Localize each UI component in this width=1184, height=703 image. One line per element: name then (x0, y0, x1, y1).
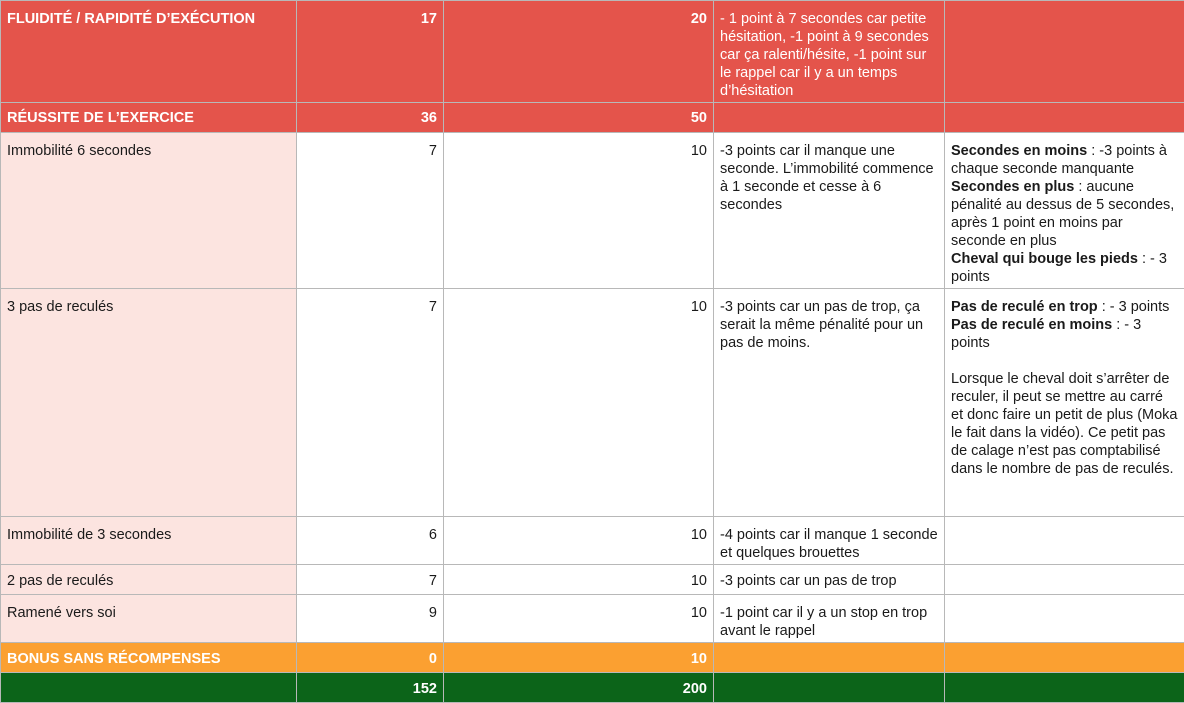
rule-text: : aucune pénalité au dessus de 5 secondes, après 1 point en moins par seconde en plus (951, 179, 1174, 249)
section-max: 10 (444, 643, 714, 673)
item-comment: -1 point car il y a un stop en trop avant le rappel (714, 595, 945, 643)
rule-term: Cheval qui bouge les pieds (951, 251, 1138, 267)
item-max: 10 (444, 289, 714, 517)
total-score: 152 (297, 673, 444, 703)
section-comment (714, 103, 945, 133)
section-comment (714, 643, 945, 673)
section-title: BONUS SANS RÉCOMPENSES (1, 643, 297, 673)
rule-term: Pas de reculé en trop (951, 299, 1098, 315)
section-max: 50 (444, 103, 714, 133)
item-score: 7 (297, 289, 444, 517)
section-rules (945, 103, 1184, 133)
section-rules (945, 643, 1184, 673)
section-score: 36 (297, 103, 444, 133)
section-row-reussite (1, 103, 1184, 133)
section-title: FLUIDITÉ / RAPIDITÉ D’EXÉCUTION (1, 1, 297, 103)
total-row (1, 673, 1184, 703)
table-row (1, 133, 1184, 289)
item-score: 7 (297, 133, 444, 289)
item-rules (945, 565, 1184, 595)
section-score: 0 (297, 643, 444, 673)
item-label: 3 pas de reculés (1, 289, 297, 517)
section-title: RÉUSSITE DE L’EXERCICE (1, 103, 297, 133)
rule-text: : -3 points à chaque seconde manquante (951, 143, 1167, 177)
item-comment: -3 points car un pas de trop, ça serait la même pénalité pour un pas de moins. (714, 289, 945, 517)
item-comment: -3 points car un pas de trop (714, 565, 945, 595)
table-row (1, 565, 1184, 595)
section-max: 20 (444, 1, 714, 103)
total-max: 200 (444, 673, 714, 703)
item-rules (945, 133, 1184, 289)
item-label: Immobilité 6 secondes (1, 133, 297, 289)
item-max: 10 (444, 517, 714, 565)
item-rules (945, 289, 1184, 517)
item-label: Immobilité de 3 secondes (1, 517, 297, 565)
total-label (1, 673, 297, 703)
rule (951, 298, 1178, 316)
rule-text: : - 3 points (1098, 299, 1170, 315)
item-max: 10 (444, 595, 714, 643)
section-row-bonus (1, 643, 1184, 673)
item-comment: -4 points car il manque 1 seconde et quelques brouettes (714, 517, 945, 565)
rule-term: Secondes en plus (951, 179, 1074, 195)
total-comment (714, 673, 945, 703)
total-rules (945, 673, 1184, 703)
rule-text: : - 3 points (951, 251, 1167, 285)
item-max: 10 (444, 133, 714, 289)
section-score: 17 (297, 1, 444, 103)
item-rules (945, 517, 1184, 565)
item-label: Ramené vers soi (1, 595, 297, 643)
table-row (1, 517, 1184, 565)
item-score: 6 (297, 517, 444, 565)
rule-text: : - 3 points (951, 317, 1141, 351)
item-score: 9 (297, 595, 444, 643)
table-row (1, 289, 1184, 517)
item-score: 7 (297, 565, 444, 595)
rule (951, 250, 1178, 286)
rule (951, 178, 1178, 250)
item-rules (945, 595, 1184, 643)
rule-note: Lorsque le cheval doit s’arrêter de reculer, il peut se mettre au carré et donc faire un petit de plus (Moka le fait dans la vidéo). Ce petit pas de calage n’est pas comptabilisé dans le nombre de pas de reculés. (951, 370, 1178, 478)
rule (951, 316, 1178, 352)
section-comment: - 1 point à 7 secondes car petite hésitation, -1 point à 9 secondes car ça ralenti/hésite, -1 point sur le rappel car il y a un temps d’hésitation (714, 1, 945, 103)
item-comment: -3 points car il manque une seconde. L’immobilité commence à 1 seconde et cesse à 6 secondes (714, 133, 945, 289)
rule-term: Secondes en moins (951, 143, 1087, 159)
item-max: 10 (444, 565, 714, 595)
item-label: 2 pas de reculés (1, 565, 297, 595)
table-row (1, 595, 1184, 643)
rule (951, 142, 1178, 178)
section-row-fluidite (1, 1, 1184, 103)
rule-term: Pas de reculé en moins (951, 317, 1112, 333)
section-rules (945, 1, 1184, 103)
